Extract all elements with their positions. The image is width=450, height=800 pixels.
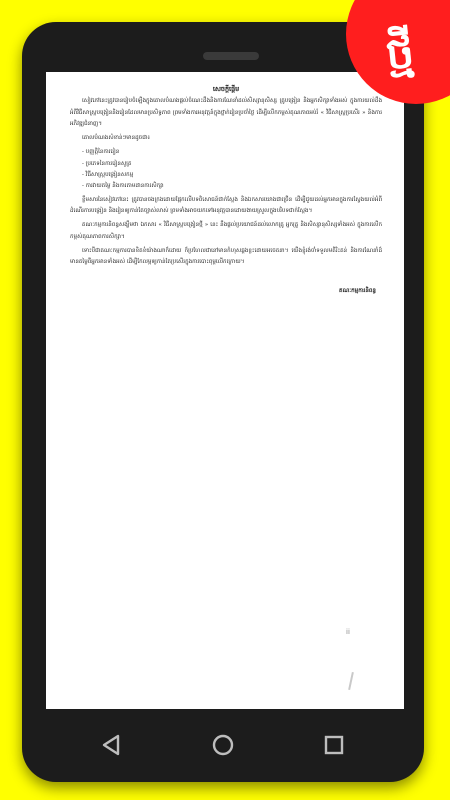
- paragraph-2: ខ្លឹមសារនៃសៀវភៅនេះ ត្រូវបានចងក្រងដោយផ្អែកលើបទពិសោធន៍ជាក់ស្តែង និងឯកសារយោងជាច្រើន ដើម្បីជួយដល់អ្នកអានក្នុងការស្វែងយល់អំពីដំណើរការបង្រៀន និងរៀនឲ្យកាន់តែច្បាស់លាស់ ព្រមទាំងអាចយកទៅអនុវត្តបានដោយងាយស្រួលក្នុងបរិបទជាក់ស្តែង។: [70, 196, 382, 214]
- paragraph-3: គណៈកម្មការនិពន្ធសង្ឃឹមថា ឯកសារ « វិធីសាស្ត្របង្រៀនថ្មី » នេះ នឹងផ្តល់ប្រយោជន៍ដល់លោកគ្រូ អ្នកគ្រូ និងសិស្សានុសិស្សទាំងអស់ ក្នុងការលើកកម្ពស់គុណភាពការសិក្សា។: [70, 222, 382, 240]
- objective-list: [82, 147, 382, 192]
- phone-speaker: [203, 52, 259, 60]
- paragraph-4: ទោះបីជាគណៈកម្មការបានខិតខំយ៉ាងណាក៏ដោយ ក៏ប្រហែលជានៅមានកំហុសឆ្គងខ្លះដោយអចេតនា។ យើងខ្ញុំរង់ចាំទទួលមតិរិះគន់ និងការណែនាំដ៏មានតម្លៃពីអ្នកអានទាំងអស់ ដើម្បីកែលម្អឲ្យកាន់តែប្រសើរក្នុងការបោះពុម្ពលើកក្រោយ។: [70, 247, 382, 266]
- list-intro: គោលបំណងសំខាន់ៗមានដូចជា៖: [82, 135, 151, 142]
- recent-apps-icon: [321, 732, 347, 758]
- document-page: [46, 72, 404, 709]
- document-viewer[interactable]: [46, 72, 404, 709]
- back-button[interactable]: [91, 724, 133, 766]
- signature: គណៈកម្មការនិពន្ធ: [339, 288, 376, 295]
- home-button[interactable]: [202, 724, 244, 766]
- document-title: សេចក្តីផ្តើម: [212, 85, 240, 93]
- list-item: - ប្រភេទនៃការរៀនសូត្រ: [82, 160, 132, 167]
- list-item: - បញ្ញត្តិនៃការរៀន: [82, 149, 120, 156]
- back-icon: [99, 732, 125, 758]
- paragraph-1: សៀវភៅនេះត្រូវបានរៀបចំឡើងក្នុងគោលបំណងផ្តល់ចំណេះដឹងនិងការណែនាំដល់សិស្សានុសិស្ស គ្រូបង្រៀន និងអ្នកសិក្សាទាំងអស់ ក្នុងការយល់ដឹងអំពីវិធីសាស្ត្របង្រៀននិងរៀនដែលមានប្រសិទ្ធភាព ព្រមទាំងការអនុវត្តន៍ក្នុងថ្នាក់រៀនប្រចាំថ្ងៃ ដើម្បីលើកកម្ពស់គុណភាពអប់រំ « វិធីសាស្ត្រប្រសើរ » និងការអភិវឌ្ឍជំនាញ។: [70, 98, 382, 127]
- navigation-bar: [22, 712, 424, 778]
- list-item: - វិធីសាស្ត្របង្រៀនសកម្ម: [82, 172, 134, 179]
- recent-apps-button[interactable]: [313, 724, 355, 766]
- new-badge-label: ថ្មី: [383, 26, 417, 81]
- home-icon: [210, 732, 236, 758]
- page-number: ii: [346, 628, 350, 636]
- list-item: - ការវាយតម្លៃ និងការតាមដានការសិក្សា: [82, 183, 164, 190]
